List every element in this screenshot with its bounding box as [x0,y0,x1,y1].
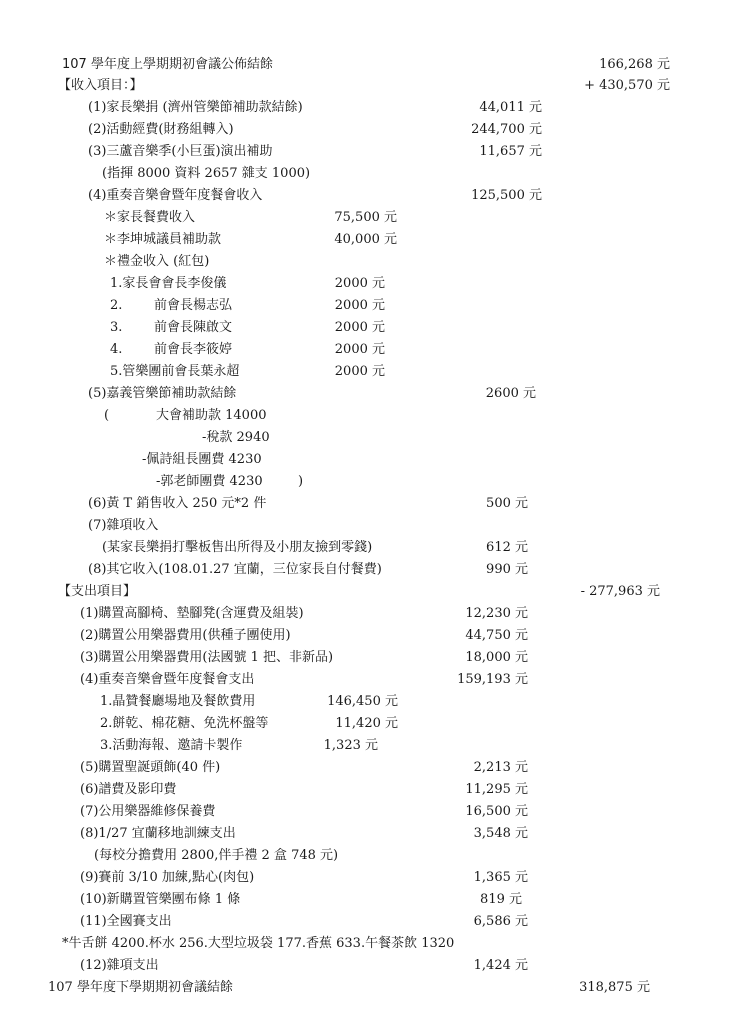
expense-item-amount: 2,213 元 [473,760,528,775]
breakdown-line: -稅款 2940 [202,430,270,445]
income-item-label: (5)嘉義管樂節補助款結餘 [88,386,237,401]
closing-title: 107 學年度下學期期初會議結餘 [48,980,233,995]
expense-subitem-label: 3.活動海報、邀請卡製作 [100,738,243,753]
income-item-label: (7)雜項收入 [88,518,159,533]
gift-item-amount: 2000 元 [334,276,385,291]
gift-item-label: 5.管樂團前會長葉永超 [110,364,240,379]
expense-item-label: (6)譜費及影印費 [80,782,177,797]
breakdown-line: -佩詩組長團費 4230 [142,452,262,467]
expense-item-amount: 44,750 元 [465,628,528,643]
expense-total: - 277,963 元 [580,584,660,599]
gift-item-name: 前會長陳啟文 [154,320,233,335]
expense-subitem-amount: 146,450 元 [327,694,398,709]
expense-item-label: (8)1/27 宜蘭移地訓練支出 [80,826,236,841]
expense-item-label: (10)新購置管樂團布條 1 條 [80,892,241,907]
income-subitem-label: ＊禮金收入 (紅包) [104,254,210,269]
closing-balance: 318,875 元 [579,980,650,995]
income-subitem-amount: 75,500 元 [334,210,397,225]
expense-item-amount: 18,000 元 [465,650,528,665]
gift-item-amount: 2000 元 [334,364,385,379]
income-item-amount: 11,657 元 [479,144,542,159]
income-item-amount: 990 元 [486,562,528,577]
expense-item-amount: 11,295 元 [465,782,528,797]
breakdown-open-paren: ( [104,408,110,423]
expense-item-label: (11)全國賽支出 [80,914,172,929]
opening-balance: 166,268 元 [599,57,670,72]
income-subitem-label: ＊家長餐費收入 [104,210,196,225]
expense-item-label: (9)賽前 3/10 加練,點心(肉包) [80,870,255,885]
gift-item-name: 前會長楊志弘 [154,298,233,313]
gift-item-amount: 2000 元 [334,342,385,357]
income-item-amount: 500 元 [486,496,528,511]
expense-item-label: (12)雜項支出 [80,958,159,973]
income-item-label: (某家長樂捐打擊板售出所得及小朋友撿到零錢) [102,540,373,555]
gift-item-number: 4. [110,342,123,357]
income-total: + 430,570 元 [584,78,670,93]
gift-item-number: 3. [110,320,123,335]
gift-item-label: 1.家長會會長李俊儀 [110,276,227,291]
expense-item-amount: 6,586 元 [473,914,528,929]
income-heading: 【收入項目：】 [58,78,143,93]
gift-item-number: 2. [110,298,123,313]
expense-item-label: (4)重奏音樂會暨年度餐會支出 [80,672,255,687]
expense-item-label: (2)購置公用樂器費用(供種子團使用) [80,628,291,643]
expense-subitem-amount: 11,420 元 [335,716,398,731]
income-item-amount: 612 元 [486,540,528,555]
expense-subitem-amount: 1,323 元 [323,738,378,753]
expense-item-amount: 819 元 [480,892,522,907]
income-item-label: (8)其它收入(108.01.27 宜蘭，三位家長自付餐費) [88,562,382,577]
expense-item-amount: 12,230 元 [465,606,528,621]
income-item-label: (1)家長樂捐 (濟州管樂節補助款結餘) [88,100,303,115]
expense-item-label: (5)購置聖誕頭飾(40 件) [80,760,221,775]
expense-item-amount: 159,193 元 [457,672,528,687]
income-item-amount: 244,700 元 [471,122,542,137]
income-item-label: (2)活動經費(財務組轉入) [88,122,234,137]
income-item-note: (指揮 8000 資料 2657 雜支 1000) [102,166,311,181]
expense-item-amount: 3,548 元 [473,826,528,841]
breakdown-line: 大會補助款 14000 [156,408,267,423]
breakdown-line: -郭老師團費 4230 [156,474,263,489]
income-item-label: (3)三蘆音樂季(小巨蛋)演出補助 [88,144,273,159]
expense-item-note: (每校分擔費用 2800,伴手禮 2 盒 748 元) [94,848,339,863]
income-item-label: (4)重奏音樂會暨年度餐會收入 [88,188,263,203]
income-item-amount: 2600 元 [485,386,536,401]
gift-item-amount: 2000 元 [334,320,385,335]
expense-subitem-label: 1.晶贊餐廳場地及餐飲費用 [100,694,256,709]
expense-item-amount: 1,424 元 [473,958,528,973]
gift-item-name: 前會長李筱婷 [154,342,233,357]
expense-heading: 【支出項目】 [58,584,137,599]
income-item-label: (6)黃 T 銷售收入 250 元*2 件 [88,496,267,511]
breakdown-close-paren: ) [298,474,304,489]
expense-item-amount: 1,365 元 [473,870,528,885]
income-item-amount: 44,011 元 [479,100,542,115]
expense-subitem-label: 2.餅乾、棉花糖、免洗杯盤等 [100,716,269,731]
page-title: 107 學年度上學期期初會議公佈結餘 [62,57,273,72]
expense-item-label: (3)購置公用樂器費用(法國號 1 把、非新品) [80,650,334,665]
income-subitem-label: ＊李坤城議員補助款 [104,232,222,247]
expense-item-amount: 16,500 元 [465,804,528,819]
income-item-amount: 125,500 元 [471,188,542,203]
expense-item-label: (7)公用樂器維修保養費 [80,804,216,819]
expense-item-note: *牛舌餅 4200.杯水 256.大型垃圾袋 177.香蕉 633.午餐茶飲 1320 [62,936,455,951]
gift-item-amount: 2000 元 [334,298,385,313]
expense-item-label: (1)購置高腳椅、墊腳凳(含運費及組裝) [80,606,304,621]
income-subitem-amount: 40,000 元 [334,232,397,247]
